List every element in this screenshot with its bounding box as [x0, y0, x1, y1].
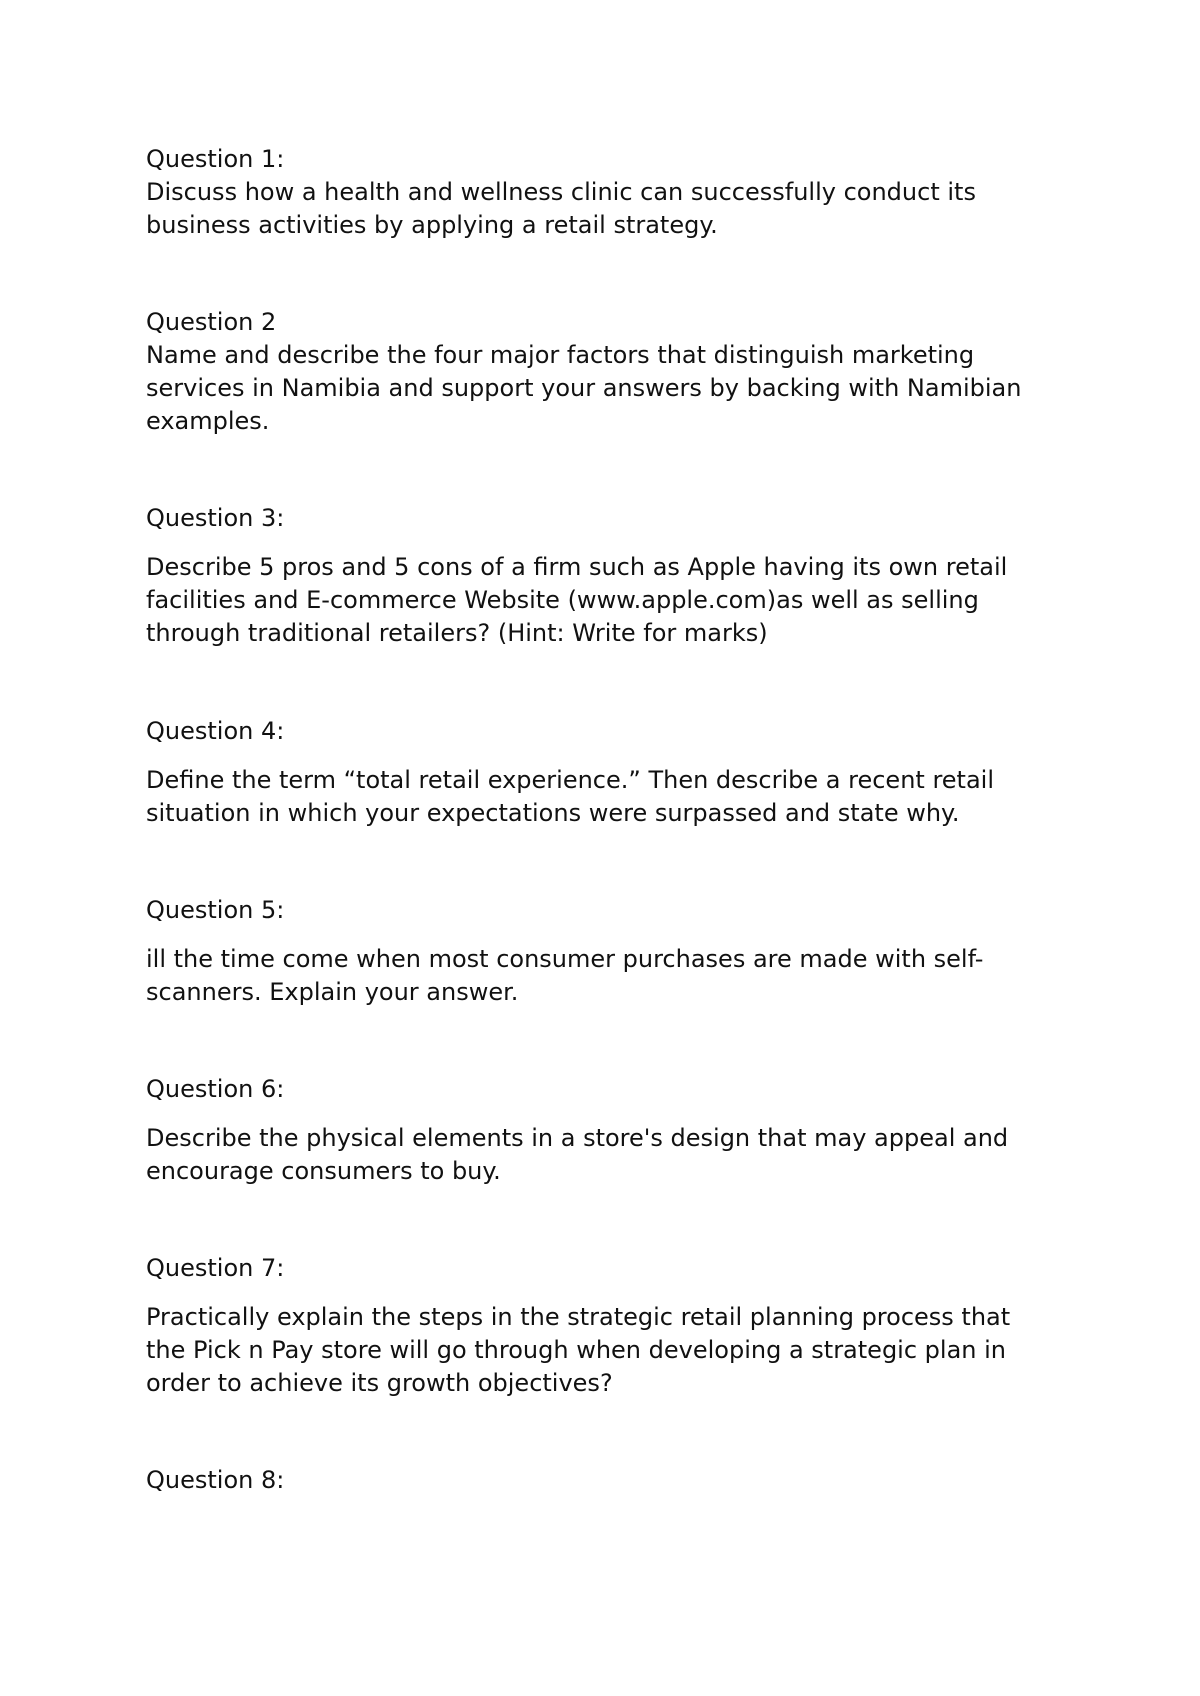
question-1-text-line: business activities by applying a retail strategy. — [146, 211, 718, 239]
question-7-text-line: Practically explain the steps in the strategic retail planning process that — [146, 1303, 1011, 1331]
question-5-text-line: ill the time come when most consumer purchases are made with self- — [146, 945, 984, 973]
question-3-text-line: facilities and E-commerce Website (www.apple.com)as well as selling — [146, 586, 979, 614]
question-7-text-line: order to achieve its growth objectives? — [146, 1369, 613, 1397]
question-6-text-line: Describe the physical elements in a store's design that may appeal and — [146, 1124, 1009, 1152]
question-1-heading: Question 1: — [146, 145, 285, 173]
question-3-text-line: through traditional retailers? (Hint: Write for marks) — [146, 619, 768, 647]
question-7-heading: Question 7: — [146, 1254, 285, 1282]
question-2-heading: Question 2 — [146, 308, 277, 336]
question-2-text-line: examples. — [146, 407, 270, 435]
question-5-text-line: scanners. Explain your answer. — [146, 978, 519, 1006]
question-6-heading: Question 6: — [146, 1075, 285, 1103]
question-3-heading: Question 3: — [146, 504, 285, 532]
question-4-heading: Question 4: — [146, 717, 285, 745]
question-1-text-line: Discuss how a health and wellness clinic can successfully conduct its — [146, 178, 976, 206]
question-4-text-line: situation in which your expectations were surpassed and state why. — [146, 799, 960, 827]
question-5-heading: Question 5: — [146, 896, 285, 924]
question-2-text-line: Name and describe the four major factors that distinguish marketing — [146, 341, 975, 369]
question-2-text-line: services in Namibia and support your answers by backing with Namibian — [146, 374, 1022, 402]
question-8-heading: Question 8: — [146, 1466, 285, 1494]
question-3-text-line: Describe 5 pros and 5 cons of a firm such as Apple having its own retail — [146, 553, 1008, 581]
question-6-text-line: encourage consumers to buy. — [146, 1157, 501, 1185]
question-7-text-line: the Pick n Pay store will go through when developing a strategic plan in — [146, 1336, 1006, 1364]
question-4-text-line: Define the term “total retail experience.” Then describe a recent retail — [146, 766, 995, 794]
